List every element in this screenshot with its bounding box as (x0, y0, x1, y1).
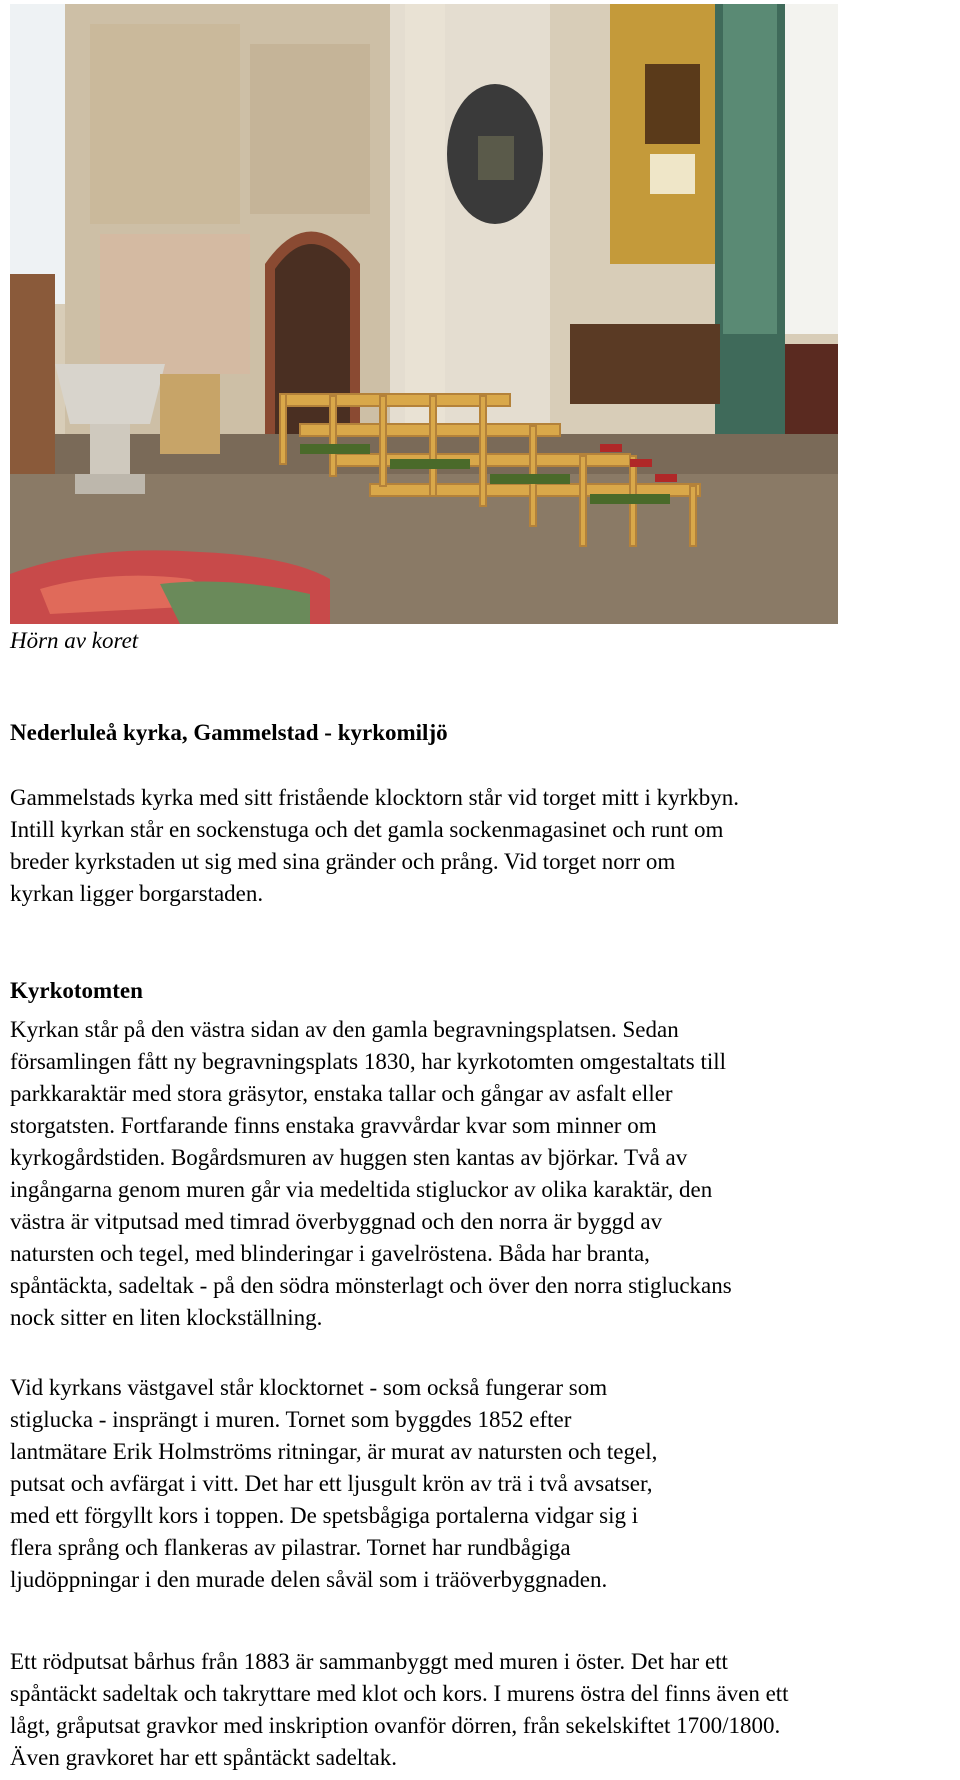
intro-line: breder kyrkstaden ut sig med sina gränder och prång. Vid torget norr om (10, 849, 676, 874)
paragraph-line: Även gravkoret har ett spåntäckt sadeltak. (10, 1745, 398, 1770)
section-heading: Kyrkotomten (10, 978, 143, 1003)
paragraph-line: spåntäckta, sadeltak - på den södra mönsterlagt och över den norra stigluckans (10, 1273, 732, 1298)
intro-line: kyrkan ligger borgarstaden. (10, 881, 264, 906)
paragraph-line: Vid kyrkans västgavel står klocktornet - som också fungerar som (10, 1375, 608, 1400)
section-paragraph-1 (10, 1014, 732, 1334)
church-interior-illustration (10, 4, 838, 624)
paragraph-line: spåntäckt sadeltak och takryttare med klot och kors. I murens östra del finns även ett (10, 1681, 789, 1706)
paragraph-line: församlingen fått ny begravningsplats 1830, har kyrkotomten omgestaltats till (10, 1049, 727, 1074)
paragraph-line: natursten och tegel, med blinderingar i gavelröstena. Båda har branta, (10, 1241, 650, 1266)
section-paragraph-2 (10, 1372, 657, 1596)
paragraph-line: stiglucka - insprängt i muren. Tornet som byggdes 1852 efter (10, 1407, 572, 1432)
paragraph-line: lantmätare Erik Holmströms ritningar, är murat av natursten och tegel, (10, 1439, 658, 1464)
paragraph-line: lågt, gråputsat gravkor med inskription ovanför dörren, från sekelskiftet 1700/1800. (10, 1713, 781, 1738)
paragraph-line: flera språng och flankeras av pilastrar. Tornet har rundbågiga (10, 1535, 571, 1560)
paragraph-line: Ett rödputsat bårhus från 1883 är sammanbyggt med muren i öster. Det har ett (10, 1649, 728, 1674)
photo-caption: Hörn av koret (10, 628, 139, 653)
paragraph-line: västra är vitputsad med timrad överbyggnad och den norra är byggd av (10, 1209, 663, 1234)
section-paragraph-3 (10, 1646, 789, 1774)
paragraph-line: kyrkogårdstiden. Bogårdsmuren av huggen sten kantas av björkar. Två av (10, 1145, 688, 1170)
paragraph-line: nock sitter en liten klockställning. (10, 1305, 323, 1330)
paragraph-line: Kyrkan står på den västra sidan av den gamla begravningsplatsen. Sedan (10, 1017, 679, 1042)
intro-line: Intill kyrkan står en sockenstuga och det gamla sockenmagasinet och runt om (10, 817, 724, 842)
intro-line: Gammelstads kyrka med sitt fristående klocktorn står vid torget mitt i kyrkbyn. (10, 785, 740, 810)
paragraph-line: parkkaraktär med stora gräsytor, enstaka tallar och gångar av asfalt eller (10, 1081, 673, 1106)
paragraph-line: putsat och avfärgat i vitt. Det har ett ljusgult krön av trä i två avsatser, (10, 1471, 653, 1496)
paragraph-line: ljudöppningar i den murade delen såväl som i träöverbyggnaden. (10, 1567, 608, 1592)
paragraph-line: ingångarna genom muren går via medeltida stigluckor av olika karaktär, den (10, 1177, 713, 1202)
paragraph-line: med ett förgyllt kors i toppen. De spetsbågiga portalerna vidgar sig i (10, 1503, 639, 1528)
paragraph-line: storgatsten. Fortfarande finns enstaka gravvårdar kvar som minner om (10, 1113, 657, 1138)
page-title: Nederluleå kyrka, Gammelstad - kyrkomiljö (10, 720, 448, 745)
intro-paragraph (10, 782, 739, 910)
church-interior-photo (10, 4, 838, 624)
